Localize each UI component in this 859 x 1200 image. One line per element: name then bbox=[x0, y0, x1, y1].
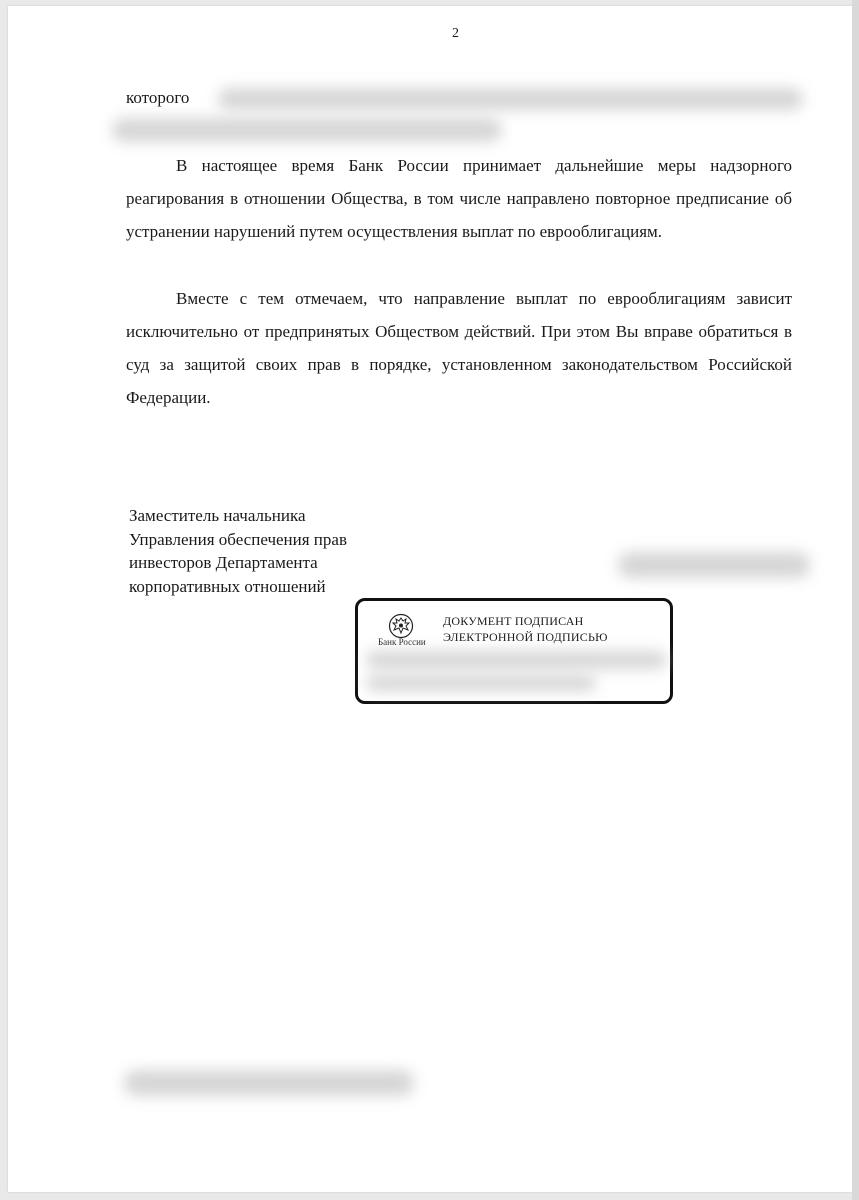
signer-line: Управления обеспечения прав bbox=[129, 529, 347, 549]
bank-of-russia-eagle-icon bbox=[388, 613, 414, 639]
redacted-footer bbox=[124, 1070, 414, 1096]
stamp-bank-name: Банк России bbox=[378, 637, 426, 647]
redacted-certificate-line-1 bbox=[366, 651, 666, 669]
page-edge bbox=[852, 0, 859, 1200]
signer-line: Заместитель начальника bbox=[129, 506, 306, 525]
paragraph-supervisory-measures: В настоящее время Банк России принимает дальнейшие меры надзорного реагирования в отношении Общества, в том числе направлено повторное предписание об устранении нарушений путем осуществления выплат по еврооблигациям. bbox=[126, 156, 792, 241]
stamp-title-line: ЭЛЕКТРОННОЙ ПОДПИСЬЮ bbox=[443, 630, 608, 644]
electronic-signature-stamp bbox=[355, 598, 673, 704]
page-number: 2 bbox=[452, 26, 459, 41]
signer-position bbox=[129, 504, 347, 598]
intro-fragment: которого bbox=[126, 88, 190, 107]
redacted-text-line-2 bbox=[112, 118, 502, 142]
paragraph-court-rights: Вместе с тем отмечаем, что направление выплат по еврооблигациям зависит исключительно от предпринятых Обществом действий. При этом Вы вправе обратиться в суд за защитой своих прав в порядке, установленном законодательством Российской Федерации. bbox=[126, 289, 792, 407]
redacted-signer-name bbox=[618, 552, 810, 578]
stamp-title bbox=[443, 613, 608, 645]
redacted-certificate-line-2 bbox=[366, 675, 596, 691]
signer-line: корпоративных отношений bbox=[129, 576, 326, 596]
signer-line: инвесторов Департамента bbox=[129, 553, 318, 572]
stamp-title-line: ДОКУМЕНТ ПОДПИСАН bbox=[443, 614, 584, 628]
redacted-text-line-1 bbox=[218, 88, 803, 110]
